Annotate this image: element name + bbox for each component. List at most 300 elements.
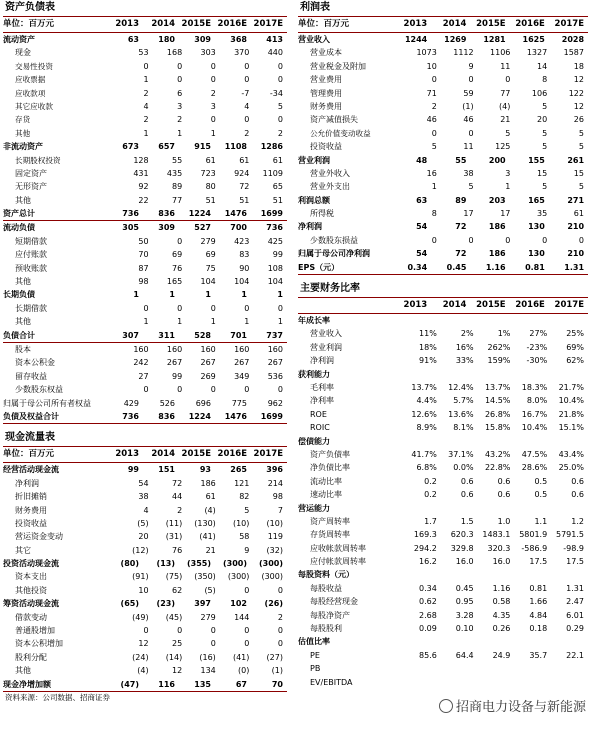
balance-sheet-header xyxy=(3,16,287,33)
row-value: 1269 xyxy=(444,35,467,44)
row-value: 528 xyxy=(194,330,211,340)
row-value: (4) xyxy=(204,505,216,515)
row-value xyxy=(470,314,509,327)
row-value: 38 xyxy=(463,168,474,178)
row-value: 1.16 xyxy=(492,583,511,593)
row-value: 21 xyxy=(500,115,511,125)
row-value: 22 xyxy=(138,195,149,205)
row-value: 67 xyxy=(235,679,247,689)
row-label: 少数股东权益 xyxy=(15,385,63,395)
row-label: 资产减值损失 xyxy=(310,115,358,125)
row-label: EPS（元） xyxy=(298,262,340,272)
row-value: 0.5 xyxy=(534,490,548,500)
row-value: 0 xyxy=(277,75,283,85)
row-value: 8.9% xyxy=(416,423,437,433)
row-label: 应收款项 xyxy=(15,88,46,98)
row-value: 8.0% xyxy=(526,396,548,406)
row-value: 736 xyxy=(266,223,283,233)
row-value: 51 xyxy=(272,195,283,205)
row-value: 0 xyxy=(244,639,250,649)
row-value: 55 xyxy=(455,155,467,165)
row-value: 1 xyxy=(177,317,183,327)
row-value: 1286 xyxy=(260,142,283,152)
row-value: 0.45 xyxy=(455,583,474,593)
row-label: 净利润 xyxy=(310,356,334,366)
row-value: 1.2 xyxy=(571,516,584,526)
row-value: 696 xyxy=(195,398,211,408)
row-label: 每股净资产 xyxy=(310,610,350,620)
row-value: 17 xyxy=(463,209,474,219)
row-value: 210 xyxy=(567,222,585,232)
row-value: 37.1% xyxy=(448,449,474,459)
row-value: 165 xyxy=(528,195,545,205)
table-row xyxy=(298,87,588,100)
table-row xyxy=(3,397,287,410)
header-unit: 单位：百万元 xyxy=(3,449,55,460)
table-row xyxy=(298,327,588,340)
row-label: 其他 xyxy=(15,666,31,676)
header-year: 2014 xyxy=(442,19,467,29)
row-value: 20 xyxy=(537,115,548,125)
table-row xyxy=(3,343,287,356)
row-label: 股本 xyxy=(15,344,31,354)
right-column xyxy=(298,0,588,689)
row-value xyxy=(470,435,509,448)
row-value: 0.6 xyxy=(460,476,474,486)
row-value: 701 xyxy=(230,330,247,340)
row-label: 其他 xyxy=(15,317,31,327)
row-value: (11) xyxy=(165,518,183,528)
row-label: 每股经营现金 xyxy=(310,597,358,607)
row-value: 87 xyxy=(138,263,149,273)
row-value: 0 xyxy=(505,75,511,85)
row-value: 160 xyxy=(267,344,283,354)
table-row xyxy=(298,568,588,581)
row-value: 62% xyxy=(566,356,584,366)
row-value: 1.1 xyxy=(534,516,548,526)
row-value: 1244 xyxy=(404,35,428,44)
row-value: 0 xyxy=(244,385,250,395)
row-value: 41.7% xyxy=(411,449,437,459)
row-value: 1476 xyxy=(224,411,247,421)
table-row xyxy=(298,100,588,113)
row-value: 180 xyxy=(158,35,175,44)
row-value: 12 xyxy=(172,666,183,676)
table-row xyxy=(3,288,287,301)
row-value: 1.0 xyxy=(497,516,511,526)
row-value: (47) xyxy=(120,679,139,689)
row-label: 长期借款 xyxy=(15,303,47,313)
row-value: -7 xyxy=(241,88,250,98)
row-value: (26) xyxy=(264,599,283,609)
row-label: 利润总额 xyxy=(298,195,330,205)
row-value: 0 xyxy=(210,385,216,395)
row-value: 0.34 xyxy=(407,262,428,272)
row-label: 投资收益 xyxy=(310,142,342,152)
row-value: 10.4% xyxy=(521,423,548,433)
row-value: 83 xyxy=(239,250,250,260)
row-value: 1.66 xyxy=(529,597,548,607)
balance-sheet-body xyxy=(3,33,287,424)
row-value: 186 xyxy=(200,478,216,488)
row-label: 短期借款 xyxy=(15,236,47,246)
row-value xyxy=(549,568,588,581)
row-value: 0 xyxy=(277,115,283,125)
row-value: 1109 xyxy=(262,168,283,178)
header-year: 2015E xyxy=(181,19,211,29)
row-value: 2.68 xyxy=(418,610,437,620)
row-value: 62 xyxy=(172,585,183,595)
row-value: 144 xyxy=(234,612,250,622)
row-label: 流动比率 xyxy=(310,476,342,486)
row-value: (10) xyxy=(232,518,250,528)
row-value: 99 xyxy=(172,371,183,381)
table-row xyxy=(298,194,588,207)
row-value: (1) xyxy=(271,666,283,676)
row-value xyxy=(551,676,588,689)
table-row xyxy=(3,127,287,140)
table-row xyxy=(298,609,588,622)
row-value: 160 xyxy=(166,344,183,354)
row-value: 44 xyxy=(172,492,183,502)
row-value: 25% xyxy=(566,329,584,339)
row-value: 2.47 xyxy=(566,597,584,607)
row-value xyxy=(510,368,549,381)
row-value: 0.81 xyxy=(525,262,545,272)
row-value: 0 xyxy=(143,626,149,636)
row-value xyxy=(551,662,588,675)
row-label: 营运资金变动 xyxy=(15,532,63,542)
row-value: 1625 xyxy=(522,35,545,44)
row-value: 4.35 xyxy=(492,610,511,620)
row-value: 0 xyxy=(210,75,216,85)
table-row xyxy=(3,651,287,664)
row-value: 261 xyxy=(567,155,585,165)
row-value: 1281 xyxy=(483,35,506,44)
row-value: 160 xyxy=(133,344,149,354)
row-value: (12) xyxy=(132,545,149,555)
row-value xyxy=(431,502,470,515)
row-label: 应收票据 xyxy=(15,75,46,85)
row-value: (130) xyxy=(194,518,216,528)
header-year: 2017E xyxy=(554,19,585,29)
row-value: 0 xyxy=(505,235,511,245)
table-row xyxy=(298,354,588,367)
row-value: 22.1 xyxy=(566,650,584,660)
row-value: 33% xyxy=(455,356,474,366)
row-value: -30% xyxy=(526,356,548,366)
row-value: 0 xyxy=(244,75,250,85)
row-value: (27) xyxy=(266,652,283,662)
cash-flow-title: 现金流量表 xyxy=(5,432,55,444)
row-value: 160 xyxy=(200,344,216,354)
income-statement-title: 利润表 xyxy=(300,2,330,13)
row-value: 0.6 xyxy=(497,476,511,486)
table-row xyxy=(298,140,588,153)
source-note: 资料来源：公司数据、招商证券 xyxy=(5,692,110,702)
row-label: 其他 xyxy=(15,277,31,287)
row-value: 21 xyxy=(205,545,216,555)
row-value: 70 xyxy=(271,679,283,689)
row-value: 10 xyxy=(426,61,437,71)
row-value: 0.26 xyxy=(492,624,511,634)
watermark-text: 招商电力设备与新能源 xyxy=(455,700,586,715)
row-value: 5 xyxy=(505,128,511,138)
row-value: 1.16 xyxy=(485,262,506,272)
row-value: 116 xyxy=(158,679,175,689)
row-value: 309 xyxy=(158,223,175,233)
row-value: 186 xyxy=(488,222,506,232)
row-value: 35.7 xyxy=(529,650,548,660)
row-value: 1224 xyxy=(188,411,211,421)
row-value: 303 xyxy=(200,48,216,58)
row-value: (5) xyxy=(137,518,149,528)
row-value xyxy=(510,635,549,648)
row-value: 0 xyxy=(468,128,474,138)
row-label: 经营活动现金流 xyxy=(3,465,59,475)
row-label: 流动资产 xyxy=(3,35,35,44)
row-value: 5 xyxy=(277,101,283,111)
row-value: (300) xyxy=(222,559,247,569)
table-row xyxy=(3,597,287,610)
row-value: 0 xyxy=(431,128,437,138)
row-value: 43.2% xyxy=(484,449,511,459)
row-label: 营业收入 xyxy=(310,329,342,339)
row-label: 资产周转率 xyxy=(310,516,350,526)
row-value: 526 xyxy=(159,398,175,408)
row-value: 5 xyxy=(542,182,548,192)
row-value: 0.10 xyxy=(455,624,474,634)
row-value xyxy=(441,662,478,675)
ratios-header xyxy=(298,297,588,314)
row-value: 0 xyxy=(468,75,474,85)
row-value: 99 xyxy=(127,465,139,475)
table-row xyxy=(3,180,287,193)
row-value: 8 xyxy=(542,75,548,85)
row-value: 135 xyxy=(194,679,211,689)
row-label: 营运能力 xyxy=(298,503,330,513)
row-value: 0.6 xyxy=(497,490,511,500)
row-label: 净利润 xyxy=(298,222,322,232)
row-value: 924 xyxy=(234,168,250,178)
row-label: 固定资产 xyxy=(15,168,47,178)
row-value: 4 xyxy=(244,101,250,111)
row-value: 0 xyxy=(210,61,216,71)
row-value: 15.8% xyxy=(484,423,511,433)
row-value: 1 xyxy=(133,290,139,300)
row-label: 负债及权益合计 xyxy=(3,411,59,421)
row-value xyxy=(549,502,588,515)
row-value: 423 xyxy=(234,236,250,246)
row-value: 4 xyxy=(143,101,149,111)
row-label: 偿债能力 xyxy=(298,436,330,446)
watermark xyxy=(437,696,588,715)
table-row xyxy=(298,595,588,608)
row-value: (31) xyxy=(165,532,183,542)
row-value: 737 xyxy=(266,330,283,340)
row-value: 435 xyxy=(166,168,183,178)
table-row xyxy=(298,167,588,180)
row-value: -34 xyxy=(269,88,283,98)
row-label: 归属于母公司净利润 xyxy=(298,249,370,259)
table-row xyxy=(298,207,588,220)
row-value: 269 xyxy=(200,371,216,381)
table-row xyxy=(298,127,588,140)
row-value: 90 xyxy=(239,263,250,273)
row-value: 0 xyxy=(210,115,216,125)
row-value: 11 xyxy=(500,61,511,71)
row-value: 775 xyxy=(231,398,247,408)
row-value: 25.0% xyxy=(558,463,584,473)
row-value: 320.3 xyxy=(487,543,511,553)
table-row xyxy=(298,261,588,275)
row-label: 营业费用 xyxy=(310,75,342,85)
row-value: 305 xyxy=(122,223,139,233)
row-value: 431 xyxy=(133,168,149,178)
table-row xyxy=(298,408,588,421)
table-row xyxy=(298,180,588,193)
row-label: 速动比率 xyxy=(310,490,342,500)
row-label: 长期股权投资 xyxy=(15,155,61,165)
row-value: 0.34 xyxy=(418,583,437,593)
row-value: 0 xyxy=(578,235,584,245)
row-value: 0 xyxy=(277,303,283,313)
row-value: 349 xyxy=(234,371,250,381)
row-value: 1.7 xyxy=(424,516,437,526)
row-label: 存货周转率 xyxy=(310,530,350,540)
row-value: 4.4% xyxy=(416,396,437,406)
row-value: 2028 xyxy=(561,35,585,44)
row-label: 流动负债 xyxy=(3,223,35,233)
row-value: 2 xyxy=(143,88,149,98)
row-label: 营业成本 xyxy=(310,48,342,58)
row-label: 营业外支出 xyxy=(310,182,350,192)
row-value: 51 xyxy=(239,195,250,205)
table-row xyxy=(298,381,588,394)
row-label: 留存收益 xyxy=(15,371,47,381)
row-label: 每股股利 xyxy=(310,624,342,634)
row-value: 51 xyxy=(205,195,216,205)
table-row xyxy=(298,662,588,675)
row-value: 10.4% xyxy=(558,396,584,406)
row-value: 12 xyxy=(138,639,149,649)
row-value: 0 xyxy=(177,385,183,395)
table-row xyxy=(3,262,287,275)
row-value: 265 xyxy=(230,465,247,475)
row-value: (4) xyxy=(137,666,149,676)
table-row xyxy=(3,60,287,73)
row-value xyxy=(431,635,470,648)
row-value: 1% xyxy=(497,329,511,339)
row-value: 267 xyxy=(234,358,250,368)
row-value xyxy=(549,635,588,648)
row-value: 61 xyxy=(205,155,216,165)
row-value: 64.4 xyxy=(455,650,474,660)
row-value: 21.7% xyxy=(558,382,584,392)
row-value: 1106 xyxy=(490,48,511,58)
row-value: (41) xyxy=(199,532,216,542)
table-row xyxy=(3,194,287,207)
row-value xyxy=(431,568,470,581)
row-value xyxy=(392,502,431,515)
row-value: 8 xyxy=(431,209,437,219)
row-value: 2 xyxy=(431,101,437,111)
row-value xyxy=(392,435,431,448)
row-value: 309 xyxy=(194,35,211,44)
row-label: 净负债比率 xyxy=(310,463,350,473)
row-value: 1 xyxy=(505,182,511,192)
row-value: 46 xyxy=(463,115,474,125)
row-label: 应付账款 xyxy=(15,250,47,260)
row-value: 0.29 xyxy=(566,624,584,634)
row-value: (300) xyxy=(261,572,283,582)
row-value: 9 xyxy=(244,545,250,555)
table-row xyxy=(298,582,588,595)
row-value: 76 xyxy=(172,545,183,555)
row-value: 14.5% xyxy=(484,396,511,406)
row-value: 0 xyxy=(244,303,250,313)
row-label: 营业利润 xyxy=(310,342,342,352)
row-value: 104 xyxy=(267,277,283,287)
row-value: 77 xyxy=(500,88,511,98)
row-value: 1 xyxy=(244,317,250,327)
row-label: PE xyxy=(310,650,320,660)
row-value: 15 xyxy=(537,168,548,178)
row-value xyxy=(470,568,509,581)
row-label: 现金净增加额 xyxy=(3,679,51,689)
row-value: 0 xyxy=(277,61,283,71)
row-value: 128 xyxy=(133,155,149,165)
row-value: 657 xyxy=(158,142,175,152)
row-value xyxy=(478,676,515,689)
table-row xyxy=(298,435,588,448)
row-value: 0 xyxy=(244,626,250,636)
row-value: (65) xyxy=(120,599,139,609)
row-value: 61 xyxy=(239,155,250,165)
header-year: 2016E xyxy=(515,300,545,311)
header-blank xyxy=(298,298,392,313)
row-value: 18% xyxy=(419,342,437,352)
row-value: 1 xyxy=(143,128,149,138)
table-row xyxy=(298,622,588,635)
row-value: 200 xyxy=(488,155,506,165)
row-value xyxy=(549,314,588,327)
row-value: 125 xyxy=(495,142,511,152)
row-value: 0.58 xyxy=(492,597,511,607)
row-value: (80) xyxy=(120,559,139,569)
table-row xyxy=(3,356,287,369)
row-value: 0.62 xyxy=(418,597,437,607)
row-label: 其他 xyxy=(15,128,31,138)
row-value xyxy=(510,314,549,327)
row-value: 55 xyxy=(172,155,183,165)
row-value: 0 xyxy=(431,75,437,85)
row-label: 估值比率 xyxy=(298,637,330,647)
row-label: 营业收入 xyxy=(298,35,330,44)
left-column xyxy=(3,0,287,704)
row-value xyxy=(549,435,588,448)
row-label: 应付帐款周转率 xyxy=(310,557,366,567)
row-value: 736 xyxy=(122,209,139,219)
row-value: 3 xyxy=(210,101,216,111)
row-value: 12.6% xyxy=(411,409,437,419)
row-value: 1327 xyxy=(526,48,548,58)
row-value xyxy=(392,314,431,327)
row-value: 700 xyxy=(230,223,247,233)
row-label: 营业税金及附加 xyxy=(310,61,366,71)
row-value: 151 xyxy=(158,465,175,475)
table-row xyxy=(298,220,588,233)
